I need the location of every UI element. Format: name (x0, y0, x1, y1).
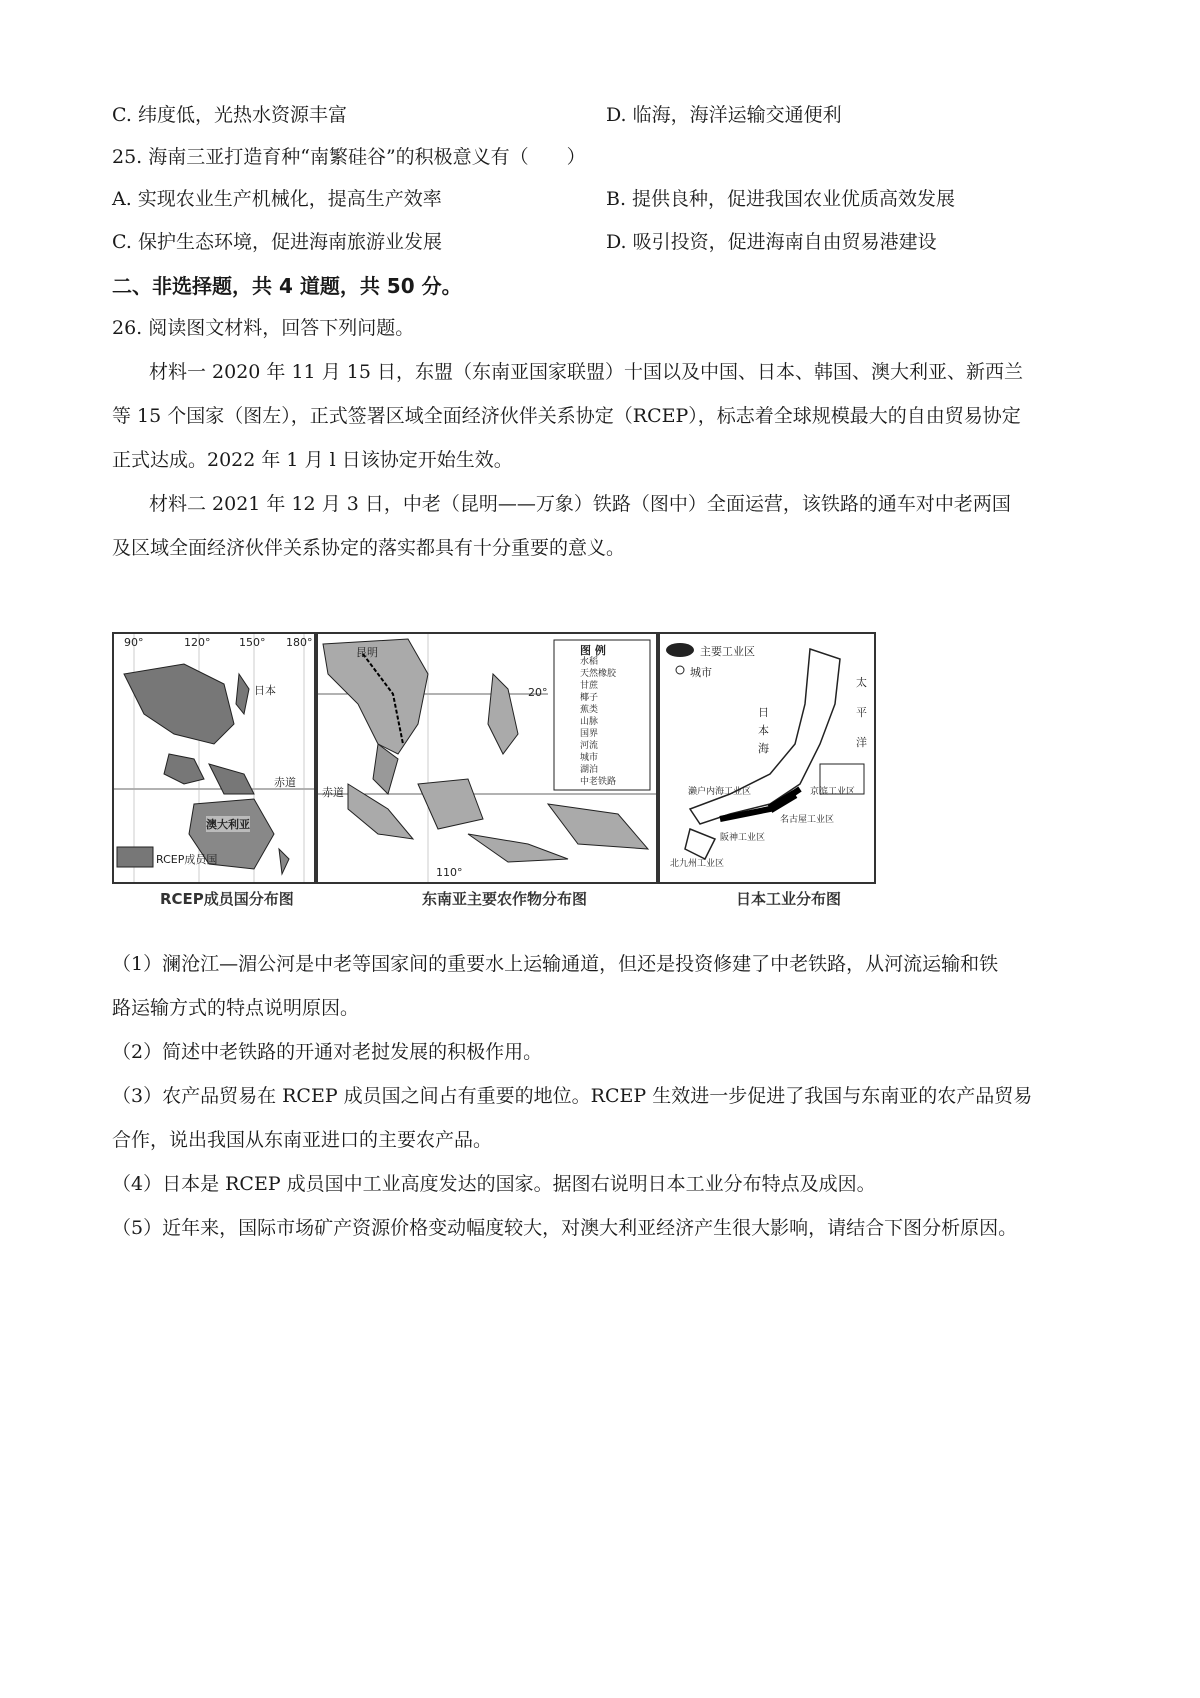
sea-legend-sugarcane: 甘蔗 (580, 681, 599, 691)
rcep-australia-label: 澳大利亚 (206, 818, 250, 831)
sea-lon-label: 110° (436, 866, 463, 879)
sub1-line2: 路运输方式的特点说明原因。 (112, 997, 360, 1019)
pacific-2: 平 (856, 706, 867, 719)
q26-stem: 26. 阅读图文材料，回答下列问题。 (112, 317, 415, 339)
rcep-lon-120: 120° (184, 636, 211, 649)
rcep-japan-label: 日本 (254, 684, 276, 697)
kitakyushu-region: 北九州工业区 (670, 859, 725, 869)
sea-legend-rubber: 天然橡胶 (580, 669, 617, 679)
rcep-map-caption: RCEP成员国分布图 (160, 890, 294, 908)
rcep-member-map (112, 632, 316, 884)
section2-title: 二、非选择题，共 4 道题，共 50 分。 (112, 274, 462, 298)
sea-equator-label: 赤道 (322, 786, 344, 799)
figure-maps (112, 632, 1102, 914)
material1-line2: 等 15 个国家（图左），正式签署区域全面经济伙伴关系协定（RCEP），标志着全球规模最大的自由贸易协定 (112, 405, 1021, 427)
material2-line2: 及区域全面经济伙伴关系协定的落实都具有十分重要的意义。 (112, 537, 626, 559)
sea-legend-title: 图 例 (580, 644, 606, 657)
japan-legend-city: 城市 (690, 666, 712, 679)
sub3-line1: （3）农产品贸易在 RCEP 成员国之间占有重要的地位。RCEP 生效进一步促进了我国与东南亚的农产品贸易 (112, 1085, 1033, 1107)
rcep-legend-label: RCEP成员国 (156, 853, 218, 866)
material2-line1: 材料二 2021 年 12 月 3 日，中老（昆明——万象）铁路（图中）全面运营，该铁路的通车对中老两国 (149, 493, 1011, 515)
hanshin-region: 阪神工业区 (720, 833, 766, 843)
q24-option-c: C. 纬度低，光热水资源丰富 (112, 104, 347, 126)
sea-legend-border: 国界 (580, 729, 599, 739)
sea-kunming-label: 昆明 (356, 646, 378, 659)
japan-industry-map (658, 632, 876, 884)
sub1-line1: （1）澜沧江—湄公河是中老等国家间的重要水上运输通道，但还是投资修建了中老铁路，从河流运输和铁 (112, 953, 999, 975)
japan-map-caption: 日本工业分布图 (736, 890, 842, 908)
sub5: （5）近年来，国际市场矿产资源价格变动幅度较大，对澳大利亚经济产生很大影响，请结合下图分析原因。 (112, 1217, 1018, 1239)
pacific-1: 太 (856, 676, 867, 689)
southeast-asia-crop-map (316, 632, 658, 884)
sea-legend-river: 河流 (580, 741, 599, 751)
sea-lat-label: 20° (528, 686, 548, 699)
q25-option-a: A. 实现农业生产机械化，提高生产效率 (112, 188, 442, 210)
sea-of-japan-2: 本 (758, 724, 769, 737)
q25-option-b: B. 提供良种，促进我国农业优质高效发展 (606, 188, 956, 210)
material1-line1: 材料一 2020 年 11 月 15 日，东盟（东南亚国家联盟）十国以及中国、日本、韩国、澳大利亚、新西兰 (149, 361, 1023, 383)
sea-legend-coconut: 椰子 (580, 693, 599, 703)
sub4: （4）日本是 RCEP 成员国中工业高度发达的国家。据图右说明日本工业分布特点及成因。 (112, 1173, 876, 1195)
sea-of-japan-1: 日 (758, 706, 769, 719)
setouchi-region: 濑户内海工业区 (688, 787, 752, 797)
rcep-lon-150: 150° (239, 636, 266, 649)
rcep-map-drawing (114, 634, 314, 882)
sea-legend-city: 城市 (580, 753, 599, 763)
q25-option-d: D. 吸引投资，促进海南自由贸易港建设 (606, 231, 937, 253)
sea-legend-railway: 中老铁路 (580, 777, 617, 787)
sea-legend-mountain: 山脉 (580, 717, 599, 727)
keihin-region: 京滨工业区 (810, 787, 856, 797)
city-legend-swatch (676, 666, 684, 674)
sea-legend-banana: 蕉类 (580, 705, 599, 715)
rcep-lon-180: 180° (286, 636, 313, 649)
sub3-line2: 合作，说出我国从东南亚进口的主要农产品。 (112, 1129, 493, 1151)
pacific-3: 洋 (856, 736, 867, 749)
q25-option-c: C. 保护生态环境，促进海南旅游业发展 (112, 231, 442, 253)
japan-legend-industry: 主要工业区 (700, 645, 755, 658)
rcep-equator-label: 赤道 (274, 776, 296, 789)
sea-legend-lake: 湖泊 (580, 765, 599, 775)
material1-line3: 正式达成。2022 年 1 月 l 日该协定开始生效。 (112, 449, 513, 471)
q25-stem: 25. 海南三亚打造育种“南繁硅谷”的积极意义有（ ） (112, 146, 586, 168)
nagoya-region: 名古屋工业区 (780, 815, 835, 825)
q24-option-d: D. 临海，海洋运输交通便利 (606, 104, 842, 126)
sea-of-japan-3: 海 (758, 742, 769, 755)
sea-legend-rice: 水稻 (580, 657, 599, 667)
rcep-lon-90: 90° (124, 636, 144, 649)
sea-map-caption: 东南亚主要农作物分布图 (422, 890, 588, 908)
industry-legend-swatch (666, 643, 694, 657)
sub2: （2）简述中老铁路的开通对老挝发展的积极作用。 (112, 1041, 543, 1063)
